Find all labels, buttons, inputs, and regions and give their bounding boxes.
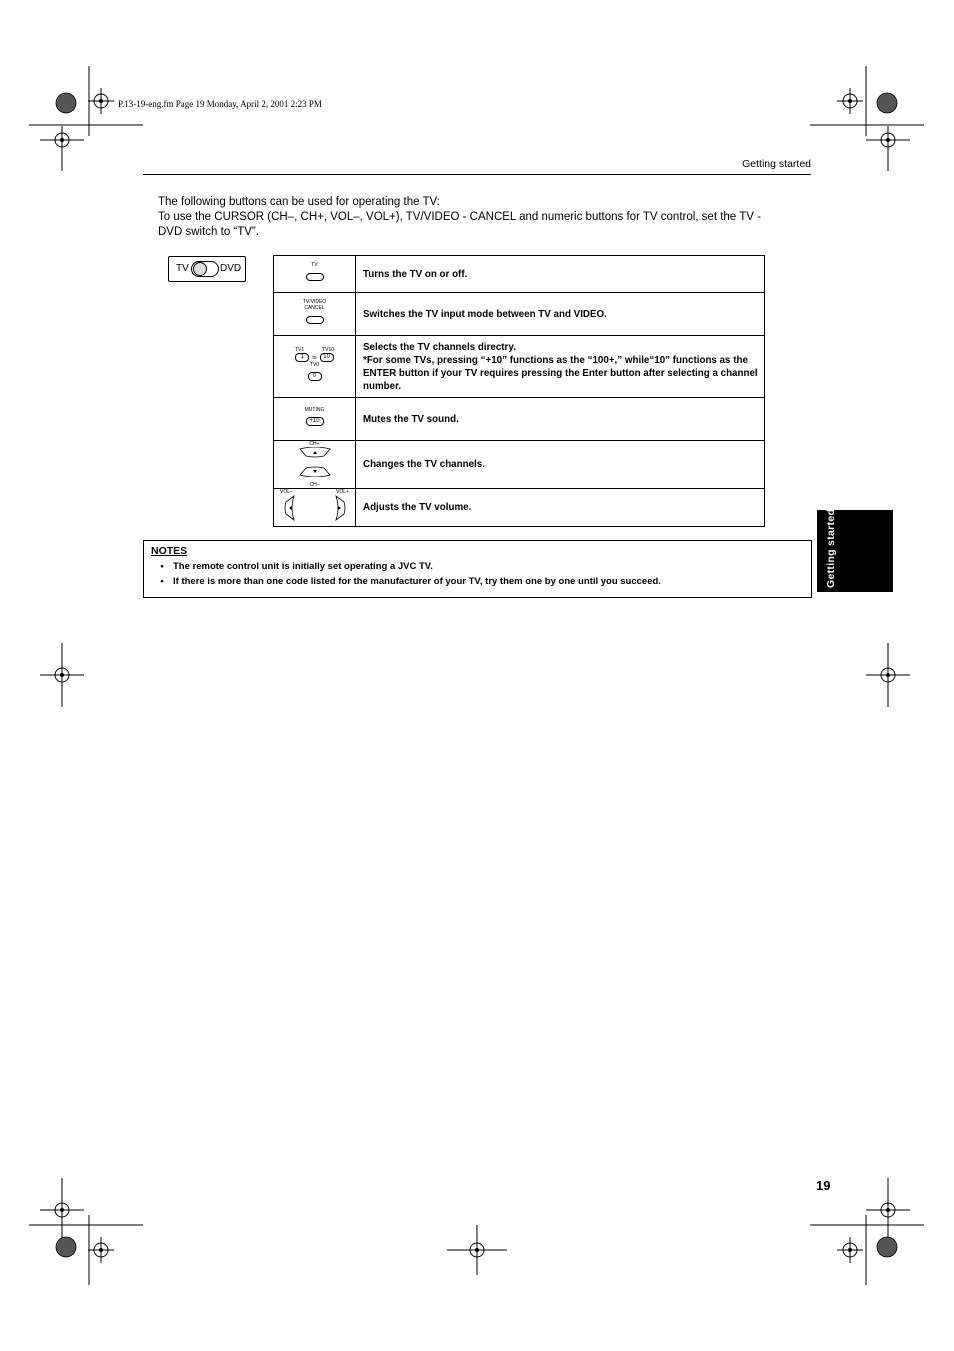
table-row xyxy=(274,398,765,441)
switch-slot xyxy=(191,261,219,277)
ch-plus-label: CH+ xyxy=(309,441,320,447)
print-info: P.13-19-eng.fm Page 19 Monday, April 2, 2001 2:23 PM xyxy=(118,99,322,109)
muting-label: MUTING xyxy=(304,407,325,413)
bullet-icon: • xyxy=(160,561,164,572)
plus10-button-icon: +10 xyxy=(306,417,324,426)
notes-title: NOTES xyxy=(151,545,188,557)
volume-buttons-icon xyxy=(274,489,356,527)
row-description: Turns the TV on or off. xyxy=(356,256,765,293)
button-1-icon: 1 xyxy=(295,353,309,362)
row-description-line: *For some TVs, pressing “+10” functions as the “100+,” while“10” functions as the ENTER button if your TV requires pressing the Enter button after selecting a channel number. xyxy=(363,354,758,392)
page-number: 19 xyxy=(816,1178,831,1193)
tv-dvd-switch xyxy=(168,256,246,282)
table-row xyxy=(274,489,765,527)
note-text: The remote control unit is initially set operating a JVC TV. xyxy=(173,561,433,572)
notes-box xyxy=(143,540,812,598)
header-section-title: Getting started xyxy=(742,158,811,170)
tv-video-cancel-button-icon xyxy=(274,293,356,336)
tv1-label: TV1 xyxy=(294,347,305,353)
tv10-label: TV10 xyxy=(322,347,335,353)
channel-arrows-icon xyxy=(298,447,332,477)
oval-button-icon xyxy=(306,273,324,281)
section-side-tab xyxy=(817,510,893,592)
table-row xyxy=(274,336,765,398)
row-description: Mutes the TV sound. xyxy=(356,398,765,441)
switch-dvd-label: DVD xyxy=(220,263,242,274)
side-tab-label: Getting started xyxy=(825,508,837,588)
intro-line-2: To use the CURSOR (CH–, CH+, VOL–, VOL+), TV/VIDEO - CANCEL and numeric buttons for TV control, set the TV - DVD switch to “TV”. xyxy=(158,211,761,238)
tv-label: TV xyxy=(311,262,318,268)
table-row xyxy=(274,293,765,336)
bullet-icon: • xyxy=(160,576,164,587)
switch-knob xyxy=(193,262,207,276)
switch-tv-label: TV xyxy=(176,263,189,274)
row-description: Adjusts the TV volume. xyxy=(356,489,765,527)
tv-button-table xyxy=(273,255,765,527)
vol-plus-label: VOL+ xyxy=(336,489,349,495)
table-row xyxy=(274,256,765,293)
row-description xyxy=(356,336,765,398)
cancel-label: CANCEL xyxy=(304,305,325,311)
note-text: If there is more than one code listed for the manufacturer of your TV, try them one by one until you succeed. xyxy=(173,576,661,587)
row-description: Switches the TV input mode between TV and VIDEO. xyxy=(356,293,765,336)
table-row xyxy=(274,441,765,489)
button-0-icon: 0 xyxy=(308,372,322,381)
vol-minus-label: VOL– xyxy=(280,489,293,495)
row-description: Changes the TV channels. xyxy=(356,441,765,489)
header-rule xyxy=(143,174,811,175)
numeric-buttons-icon xyxy=(274,336,356,398)
notes-list xyxy=(151,561,661,591)
to-label: to xyxy=(312,354,317,361)
list-item xyxy=(151,561,661,572)
oval-button-icon xyxy=(306,316,324,324)
channel-buttons-icon xyxy=(274,441,356,489)
ch-minus-label: CH– xyxy=(309,482,320,488)
tv0-label: TV0 xyxy=(309,362,320,368)
list-item xyxy=(151,576,661,587)
row-description-line: Selects the TV channels directry. xyxy=(363,341,516,353)
tv-video-label: TV/VIDEO xyxy=(302,299,327,305)
intro-line-1: The following buttons can be used for operating the TV: xyxy=(158,196,440,208)
intro-text xyxy=(158,195,778,240)
button-10-icon: 10 xyxy=(320,353,334,362)
volume-arrows-icon xyxy=(280,495,350,521)
tv-power-button-icon xyxy=(274,256,356,293)
muting-button-icon xyxy=(274,398,356,441)
